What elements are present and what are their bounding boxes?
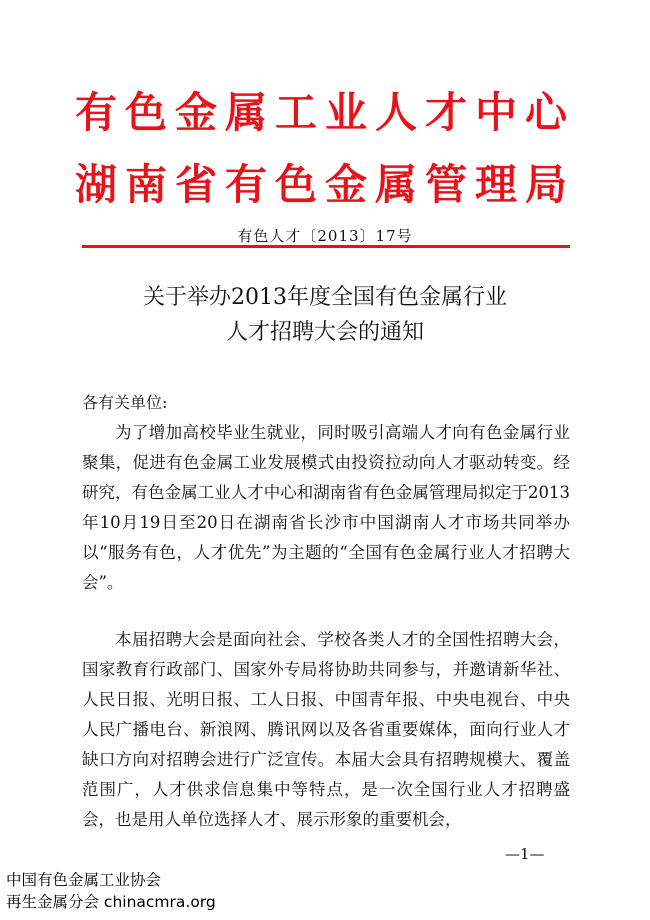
notice-title-line2: 人才招聘大会的通知: [225, 320, 424, 345]
issuer-header-line1: 有色金属工业人才中心: [74, 88, 575, 137]
page-number: —1—: [505, 845, 545, 863]
red-divider-line: [82, 245, 570, 248]
watermark-line1: 中国有色金属工业协会: [6, 871, 162, 889]
salutation: 各有关单位:: [82, 393, 168, 412]
watermark-line2: 再生金属分会 chinacmra.org: [6, 893, 216, 911]
notice-title-line1: 关于举办2013年度全国有色金属行业: [143, 285, 507, 310]
body-paragraph-2: 本届招聘大会是面向社会、学校各类人才的全国性招聘大会，国家教育行政部门、国家外专局将协助共同参与，并邀请新华社、人民日报、光明日报、工人日报、中国青年报、中央电视台、中央人民广播电台、新浪网、腾讯网以及各省重要媒体，面向行业人才缺口方向对招聘会进行广泛宣传。本届大会具有招聘规模大、覆盖范围广，人才供求信息集中等特点，是一次全国行业人才招聘盛会，也是用人单位选择人才、展示形象的重要机会，: [82, 630, 570, 829]
document-number: 有色人才〔2013〕17号: [237, 227, 413, 245]
body-paragraph-1: 为了增加高校毕业生就业，同时吸引高端人才向有色金属行业聚集，促进有色金属工业发展模式由投资拉动向人才驱动转变。经研究，有色金属工业人才中心和湖南省有色金属管理局拟定于2013年10月19日至20日在湖南省长沙市中国湖南人才市场共同举办以“服务有色，人才优先”为主题的“全国有色金属行业人才招聘大会”。: [82, 423, 570, 592]
issuer-header-line2: 湖南省有色金属管理局: [74, 160, 575, 209]
